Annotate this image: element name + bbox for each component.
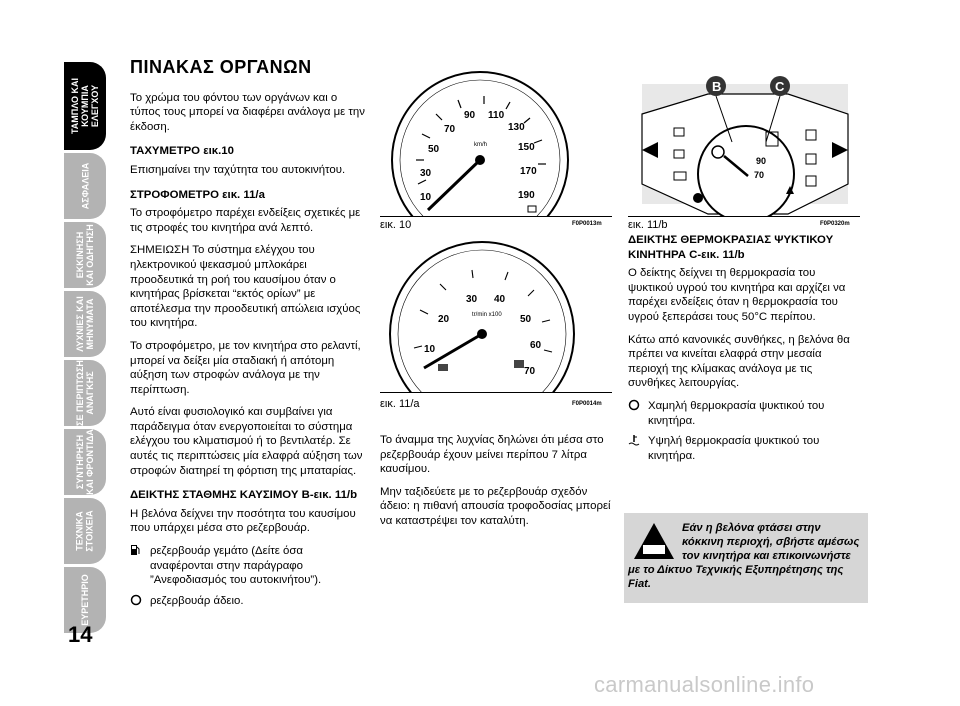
- rev-counter-gauge: [380, 240, 612, 392]
- engine-icon: [514, 360, 524, 368]
- temp-label-70: 70: [754, 170, 765, 180]
- fig10-code: F0P0013m: [572, 221, 602, 227]
- fuel-temp-gauge: [628, 64, 860, 216]
- intro-text: Το χρώμα του φόντου των οργάνων και ο τύπος τους μπορεί να διαφέρει ανάλογα με την έκδοση.: [130, 91, 365, 133]
- callout-b-label: B: [712, 79, 722, 94]
- battery-icon: [438, 364, 448, 371]
- rev-counter-text-2: ΣΗΜΕΙΩΣΗ Το σύστημα ελέγχου του ηλεκτρονικού ψεκασμού μπλοκάρει προοδευτικά τη ροή του καυσίμου όταν ο κινητήρας βρίσκεται “εκτός ορίων” με αποτέλεσμα την προοδευτική απώλεια ισχύος του κινητήρα.: [130, 244, 361, 330]
- high-temp-item: Υψηλή θερμοκρασία ψυκτικού του κινητήρα.: [628, 434, 860, 463]
- page-title: ΠΙΝΑΚΑΣ ΟΡΓΑΝΩΝ: [130, 57, 312, 77]
- fig10-caption: εικ. 10: [380, 219, 412, 231]
- section-tabs: [64, 62, 106, 636]
- tab-index[interactable]: ΕΥΡΕΤΗΡΙΟ: [64, 567, 106, 633]
- rev-counter-text-1: Το στροφόμετρο παρέχει ενδείξεις σχετικές με τις στροφές του κινητήρα ανά λεπτό.: [130, 207, 361, 234]
- fig11a-code: F0P0014m: [572, 401, 602, 407]
- column-3-text: [628, 233, 860, 469]
- low-temp-circle-icon: [628, 399, 640, 428]
- speed-unit: km/h: [474, 142, 488, 148]
- fuel-gauge-heading: ΔΕΙΚΤΗΣ ΣΤΑΘΜΗΣ ΚΑΥΣΙΜΟΥ B-εικ. 11/b: [130, 489, 358, 502]
- rev-label-20: 20: [438, 314, 450, 325]
- watermark: carmanualsonline.info: [594, 672, 815, 697]
- speed-label-70: 70: [444, 124, 456, 135]
- temp-gauge-text-1: Ο δείκτης δείχνει τη θερμοκρασία του ψυκτικού υγρού του κινητήρα και αρχίζει να παρέχει ενδείξεις όταν η θερμοκρασία του υγρού ξεπεράσει τους 50°C περίπου.: [628, 267, 846, 323]
- fuel-empty-item: ρεζερβουάρ άδειο.: [130, 594, 366, 611]
- speed-label-50: 50: [428, 144, 440, 155]
- rev-label-40: 40: [494, 294, 506, 305]
- fig11a-caption: εικ. 11/a: [380, 398, 420, 410]
- speed-label-30: 30: [420, 168, 432, 179]
- speed-label-110: 110: [488, 110, 505, 121]
- warning-box: [624, 513, 868, 603]
- fuel-gauge-text: Η βελόνα δείχνει την ποσότητα του καυσίμου που υπάρχει μέσα στο ρεζερβουάρ.: [130, 507, 356, 535]
- fuel-full-item: ρεζερβουάρ γεμάτο (Δείτε όσα αναφέρονται στην παράγραφο ”Ανεφοδιασμός του αυτοκινήτου”).: [130, 544, 366, 588]
- tab-warning-lights[interactable]: ΛΥΧΝΙΕΣ ΚΑΙ ΜΗΝΥΜΑΤΑ: [64, 291, 106, 357]
- figure-rev-counter: [380, 240, 612, 393]
- column-1: [130, 57, 366, 616]
- rev-counter-heading: ΣΤΡΟΦΟΜΕΤΡΟ εικ. 11/a: [130, 188, 265, 201]
- temp-gauge-text-2: Κάτω από κανονικές συνθήκες, η βελόνα θα πρέπει να κινείται ελαφρά στην μεσαία περιοχή της κλίμακας ανάλογα με τις συνθήκες λειτουργίας.: [628, 333, 850, 390]
- warning-triangle-icon: [632, 521, 676, 561]
- temp-label-90: 90: [756, 156, 767, 166]
- speedometer-heading: ΤΑΧΥΜΕΤΡΟ εικ.10: [130, 145, 234, 158]
- figure-fuel-temp: [628, 64, 860, 217]
- tab-dashboard[interactable]: ΤΑΜΠΛΟ ΚΑΙ ΚΟΥΜΠΙΑ ΕΛΕΓΧΟΥ: [64, 62, 106, 150]
- speed-label-170: 170: [520, 166, 537, 177]
- speed-label-10: 10: [420, 192, 432, 203]
- rev-label-60: 60: [530, 340, 542, 351]
- rev-counter-text-4: Αυτό είναι φυσιολογικό και συμβαίνει για παράδειγμα όταν ενεργοποιείται το σύστημα ελέγχου του κλιματισμού ή το βεντιλατέρ. Σε αυτές τις περιπτώσεις μία ελαφρά αύξηση των στροφών διατηρεί τη φόρτιση της μπαταρίας.: [130, 406, 363, 477]
- speed-label-90: 90: [464, 110, 476, 121]
- tab-maintenance[interactable]: ΣΥΝΤΗΡΗΣΗ ΚΑΙ ΦΡΟΝΤΙΔΑ: [64, 429, 106, 495]
- speed-label-190: 190: [518, 190, 535, 201]
- brake-warning-icon: [693, 193, 703, 203]
- figure-speedometer: [380, 64, 612, 217]
- catalyst-warning-text: Μην ταξιδεύετε με το ρεζερβουάρ σχεδόν άδειο: η πιθανή απουσία τροφοδοσίας μπορεί να καταστρέψει τον καταλύτη.: [380, 485, 611, 527]
- tab-safety[interactable]: ΑΣΦΑΛΕΙΑ: [64, 153, 106, 219]
- rev-unit: tr/min x100: [472, 312, 502, 318]
- warning-text: Εάν η βελόνα φτάσει στην κόκκινη περιοχή, σβήστε αμέσως τον κινητήρα και επικοινωνήστε με το Δίκτυο Τεχνικής Εξυπηρέτησης της Fiat.: [628, 522, 860, 590]
- fig11b-caption: εικ. 11/b: [628, 219, 668, 231]
- tab-technical-data[interactable]: ΤΕΧΝΙΚΑ ΣΤΟΙΧΕΙΑ: [64, 498, 106, 564]
- rev-label-70: 70: [524, 366, 536, 377]
- page-number: 14: [68, 622, 93, 647]
- callout-c-label: C: [775, 79, 785, 94]
- tab-emergency[interactable]: ΣΕ ΠΕΡΙΠΤΩΣΗ ΑΝΑΓΚΗΣ: [64, 360, 106, 426]
- speedometer-gauge: [380, 64, 612, 216]
- rev-label-30: 30: [466, 294, 478, 305]
- speed-label-130: 130: [508, 122, 525, 133]
- coolant-thermometer-icon: [628, 434, 640, 463]
- rev-label-50: 50: [520, 314, 532, 325]
- reserve-lamp-text: Το άναμμα της λυχνίας δηλώνει ότι μέσα στο ρεζερβουάρ έχουν μείνει περίπου 7 λίτρα καυσίμου.: [380, 434, 604, 476]
- rev-label-10: 10: [424, 344, 436, 355]
- empty-circle-icon: [130, 594, 142, 611]
- low-temp-item: Χαμηλή θερμοκρασία ψυκτικού του κινητήρα.: [628, 399, 860, 428]
- rev-counter-text-3: Το στροφόμετρο, με τον κινητήρα στο ρελαντί, μπορεί να δείξει μία σταδιακή ή απότομη αύξηση των στροφών ανάλογα με την περίπτωση.: [130, 339, 361, 396]
- fuel-pump-icon: [130, 544, 142, 588]
- speed-label-150: 150: [518, 142, 535, 153]
- column-2-text: [380, 433, 612, 537]
- tab-starting-driving[interactable]: ΕΚΚΙΝΗΣΗ ΚΑΙ ΟΔΗΓΗΣΗ: [64, 222, 106, 288]
- speedometer-text: Επισημαίνει την ταχύτητα του αυτοκινήτου.: [130, 163, 346, 176]
- temp-gauge-heading: ΔΕΙΚΤΗΣ ΘΕΡΜΟΚΡΑΣΙΑΣ ΨΥΚΤΙΚΟΥ ΚΙΝΗΤΗΡΑ C-εικ. 11/b: [628, 234, 834, 261]
- fig11b-code: F0P0320m: [820, 221, 850, 227]
